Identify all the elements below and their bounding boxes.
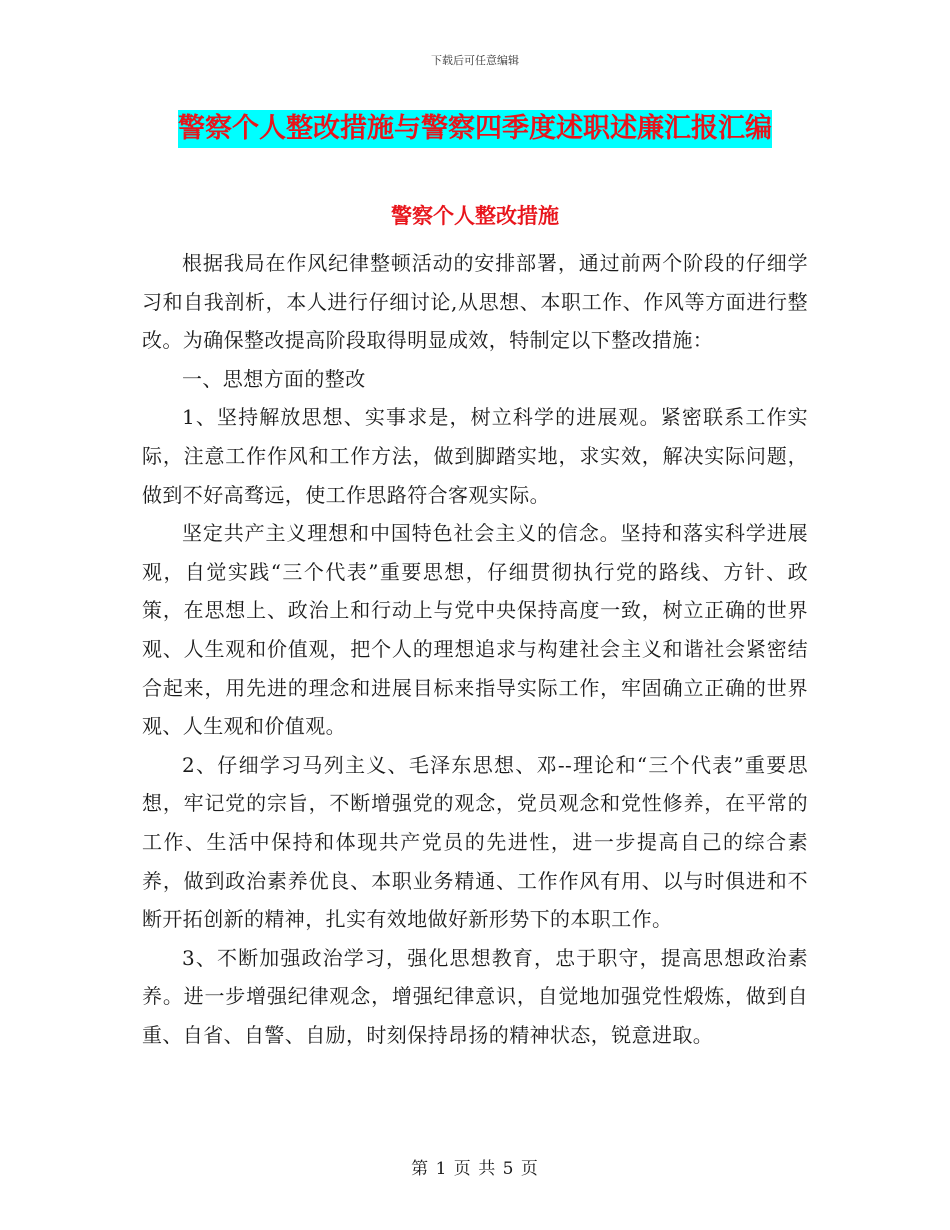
paragraph-item-1-cont: 坚定共产主义理想和中国特色社会主义的信念。坚持和落实科学进展观，自觉实践“三个代表”重要思想，仔细贯彻执行党的路线、方针、政策，在思想上、政治上和行动上与党中央保持高度一致，树立正确的世界观、人生观和价值观，把个人的理想追求与构建社会主义和谐社会紧密结合起来，用先进的理念和进展目标来指导实际工作，牢固确立正确的世界观、人生观和价值观。 [142, 521, 808, 739]
section-title: 警察个人整改措施 [391, 204, 559, 228]
header-note: 下载后可任意编辑 [431, 54, 519, 67]
paragraph-item-2: 2、仔细学习马列主义、毛泽东思想、邓--理论和“三个代表”重要思想，牢记党的宗旨，不断增强党的观念，党员观念和党性修养，在平常的工作、生活中保持和体现共产党员的先进性，进一步提高自己的综合素养，做到政治素养优良、本职业务精通、工作作风有用、以与时俱进和不断开拓创新的精神，扎实有效地做好新形势下的本职工作。 [142, 752, 808, 932]
document-body [142, 244, 808, 1054]
paragraph-item-1: 1、坚持解放思想、实事求是，树立科学的进展观。紧密联系工作实际，注意工作作风和工作方法，做到脚踏实地，求实效，解决实际问题，做到不好高骛远，使工作思路符合客观实际。 [142, 405, 808, 507]
document-title [0, 110, 950, 148]
paragraph-item-3: 3、不断加强政治学习，强化思想教育，忠于职守，提高思想政治素养。进一步增强纪律观念，增强纪律意识，自觉地加强党性煅炼，做到自重、自省、自警、自励，时刻保持昂扬的精神状态，锐意进取。 [142, 945, 808, 1047]
paragraph-heading-1: 一、思想方面的整改 [182, 366, 366, 391]
page-footer: 第 1 页 共 5 页 [411, 1159, 539, 1179]
document-title-text: 警察个人整改措施与警察四季度述职述廉汇报汇编 [178, 110, 772, 148]
paragraph-intro: 根据我局在作风纪律整顿活动的安排部署，通过前两个阶段的仔细学习和自我剖析，本人进行仔细讨论,从思想、本职工作、作风等方面进行整改。为确保整改提高阶段取得明显成效，特制定以下整改措施： [142, 251, 808, 353]
